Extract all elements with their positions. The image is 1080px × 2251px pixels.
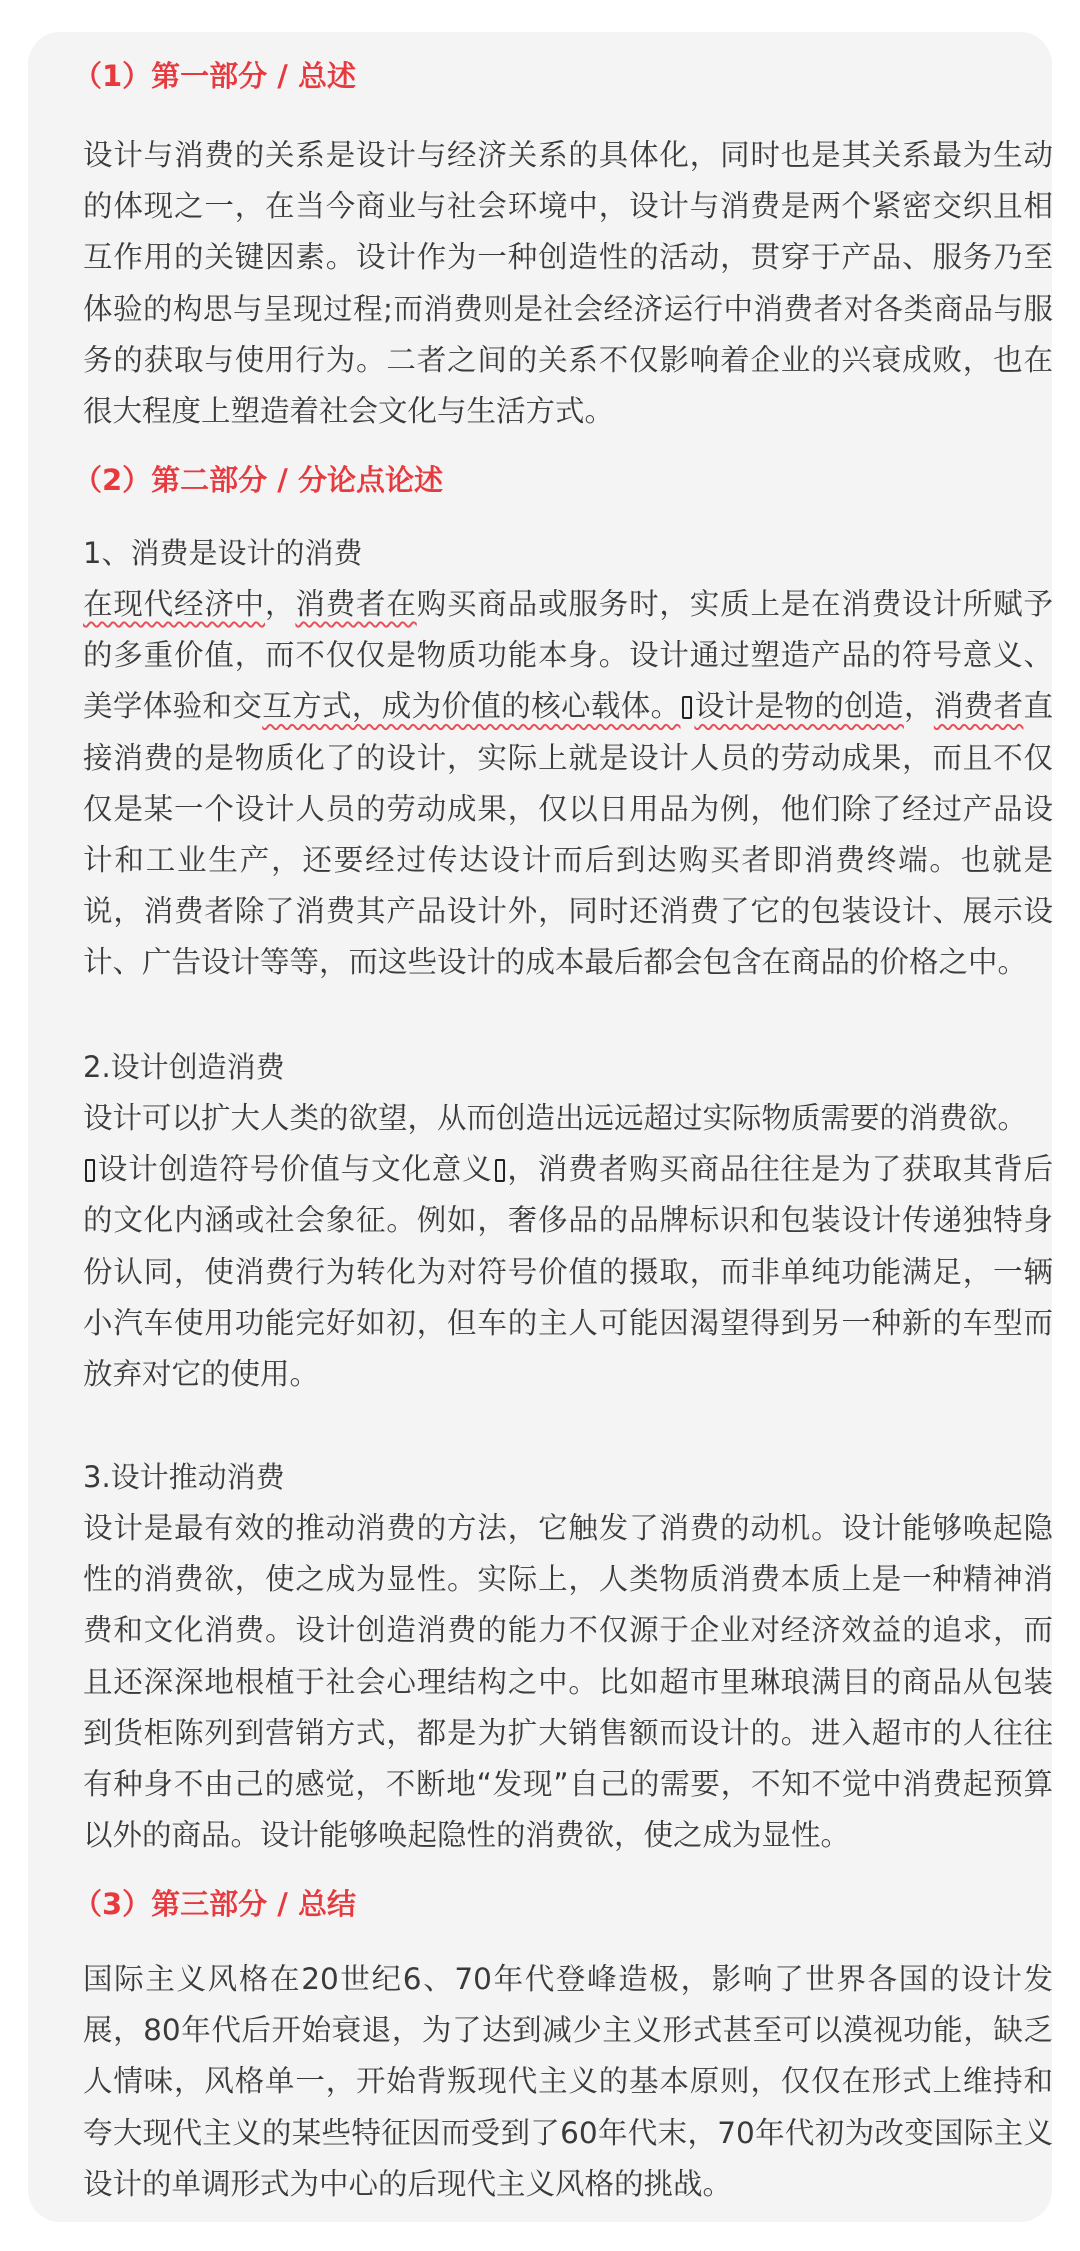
point-2-body: 设计创造符号价值与文化意义 ，消费者购买商品往往是为了获取其背后的文化内涵或社会象征。例如，奢侈品的品牌标识和包装设计传递独特身份认同，使消费行为转化为对符号价值的摄取，而非单纯功能满足，一辆小汽车使用功能完好如初，但车的主人可能因渴望得到另一种新的车型而放弃对它的使用。 xyxy=(83,1152,1053,1392)
spellcheck-underline: 在现代经济中 xyxy=(83,587,266,621)
point-1-title: 1、消费是设计的消费 xyxy=(83,536,363,570)
missing-glyph-icon xyxy=(682,696,692,719)
spellcheck-underline: 设计是物的创造 xyxy=(694,689,904,724)
point-3-body: 设计是最有效的推动消费的方法，它触发了消费的动机。设计能够唤起隐性的消费欲，使之成为显性。实际上，人类物质消费本质上是一种精神消费和文化消费。设计创造消费的能力不仅源于企业对经济效益的追求，而且还深深地根植于社会心理结构之中。比如超市里琳琅满目的商品从包装到货柜陈列到营销方式，都是为扩大销售额而设计的。进入超市的人往往有种身不由己的感觉，不断地“发现”自己的需要，不知不觉中消费起预算以外的商品。设计能够唤起隐性的消费欲，使之成为显性。 xyxy=(83,1511,1053,1853)
point-2-title: 2.设计创造消费 xyxy=(83,1050,285,1084)
missing-glyph-icon xyxy=(495,1159,505,1182)
point-3-title: 3.设计推动消费 xyxy=(83,1460,285,1494)
missing-glyph-icon xyxy=(85,1159,95,1182)
spellcheck-underline: 消费者 xyxy=(933,689,1024,724)
point-1-body: 在现代经济中，消费者在购买商品或服务时，实质上是在消费设计所赋予的多重价值，而不仅仅是物质功能本身。设计通过塑造产品的符号意义、美学体验和交互方式，成为价值的核心载体。 设计是物的创造，消费者直接消费的是物质化了的设计，实际上就是设计人员的劳动成果，而且不仅仅是某一个设计人员的劳动成果，仅以日用品为例，他们除了经过产品设计和工业生产，还要经过传达设计而后到达购买者即消费终端。也就是说，消费者除了消费其产品设计外，同时还消费了它的包装设计、展示设计、广告设计等等，而这些设计的成本最后都会包含在商品的价格之中。 xyxy=(83,587,1053,980)
point-2-line-1: 设计可以扩大人类的欲望，从而创造出远远超过实际物质需要的消费欲。 xyxy=(83,1101,1028,1135)
section-1-heading: （1）第一部分 / 总述 xyxy=(73,59,356,93)
section-3-body: 国际主义风格在20世纪6、70年代登峰造极，影响了世界各国的设计发展，80年代后开始衰退，为了达到减少主义形式甚至可以漠视功能，缺乏人情味，风格单一，开始背叛现代主义的基本原则，仅仅在形式上维持和夸大现代主义的某些特征因而受到了60年代末，70年代初为改变国际主义设计的单调形式为中心的后现代主义风格的挑战。 xyxy=(83,1962,1053,2201)
point-2 xyxy=(83,1042,1053,1400)
spellcheck-underline: 消费者在 xyxy=(295,587,417,621)
spellcheck-underline: 互方式，成为价值的核心载体。 xyxy=(262,689,681,724)
point-3 xyxy=(83,1452,1053,1861)
section-2-heading: （2）第二部分 / 分论点论述 xyxy=(73,463,443,497)
section-3-heading: （3）第三部分 / 总结 xyxy=(73,1887,356,1921)
section-1-body: 设计与消费的关系是设计与经济关系的具体化，同时也是其关系最为生动的体现之一，在当今商业与社会环境中，设计与消费是两个紧密交织且相互作用的关键因素。设计作为一种创造性的活动，贯穿于产品、服务乃至体验的构思与呈现过程;而消费则是社会经济运行中消费者对各类商品与服务的获取与使用行为。二者之间的关系不仅影响着企业的兴衰成败，也在很大程度上塑造着社会文化与生活方式。 xyxy=(83,138,1053,429)
point-1 xyxy=(83,528,1053,989)
article-card xyxy=(28,32,1052,2222)
